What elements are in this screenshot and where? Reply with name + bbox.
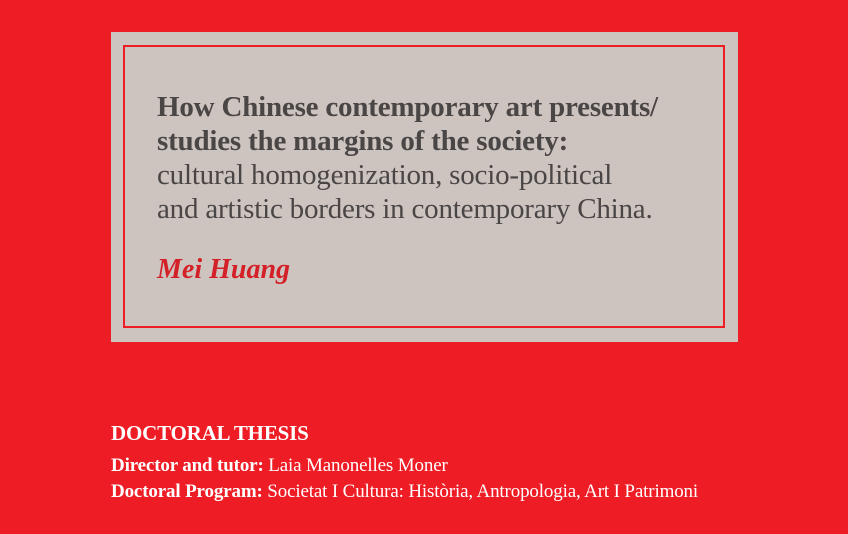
director-line	[111, 455, 448, 477]
doctoral-thesis-heading: DOCTORAL THESIS	[111, 421, 309, 445]
director-name: Laia Manonelles Moner	[268, 455, 448, 476]
title-line-1: How Chinese contemporary art presents/	[157, 91, 658, 123]
program-line	[111, 481, 698, 503]
program-label: Doctoral Program:	[111, 481, 263, 502]
title-panel	[111, 32, 738, 342]
program-name: Societat I Cultura: Història, Antropologia, Art I Patrimoni	[267, 481, 699, 502]
author-name: Mei Huang	[157, 254, 291, 285]
title-line-2: studies the margins of the society:	[157, 125, 569, 157]
subtitle-line-1: cultural homogenization, socio-political	[157, 159, 613, 191]
director-label: Director and tutor:	[111, 455, 264, 476]
subtitle-line-2: and artistic borders in contemporary China.	[157, 193, 653, 225]
thesis-title	[157, 90, 717, 226]
